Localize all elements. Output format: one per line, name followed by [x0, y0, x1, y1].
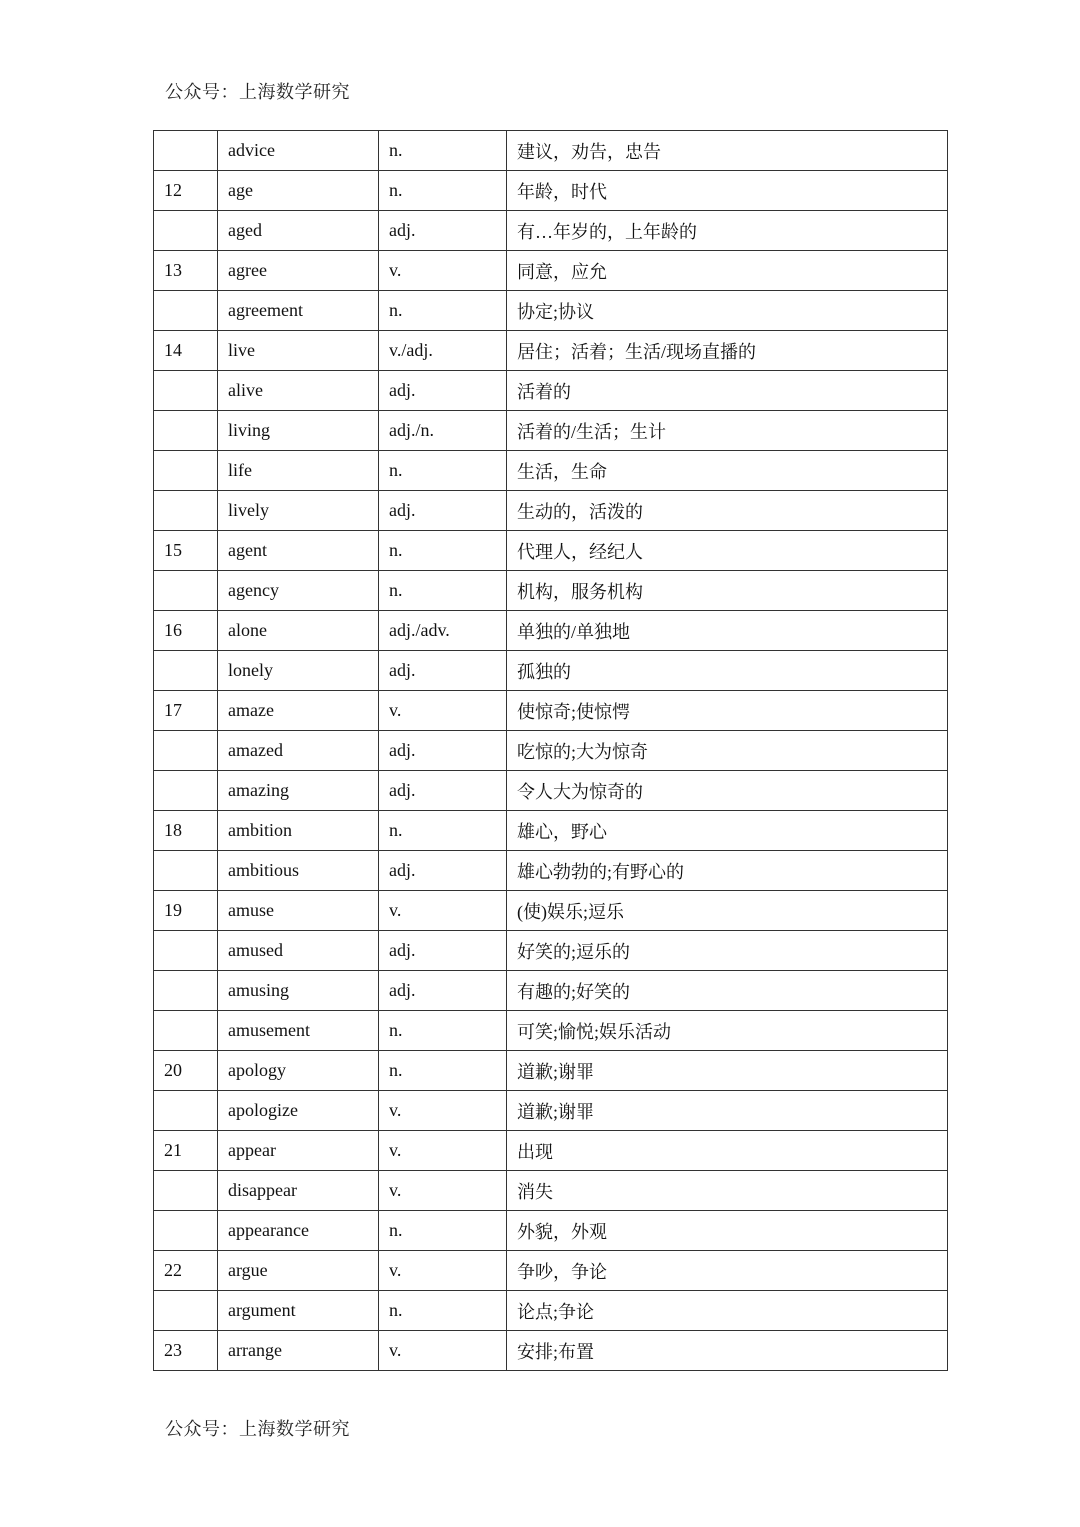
table-row: [154, 211, 948, 251]
entry-word: advice: [218, 131, 379, 171]
entry-number: 15: [154, 531, 218, 571]
entry-meaning: (使)娱乐;逗乐: [507, 891, 948, 931]
entry-meaning: 活着的: [507, 371, 948, 411]
entry-meaning: 道歉;谢罪: [507, 1091, 948, 1131]
entry-number: [154, 931, 218, 971]
entry-number: [154, 491, 218, 531]
table-row: [154, 611, 948, 651]
entry-meaning: 消失: [507, 1171, 948, 1211]
entry-part-of-speech: adj.: [379, 851, 507, 891]
entry-meaning: 孤独的: [507, 651, 948, 691]
entry-word: agent: [218, 531, 379, 571]
entry-number: [154, 211, 218, 251]
table-row: [154, 251, 948, 291]
table-row: [154, 171, 948, 211]
entry-part-of-speech: n.: [379, 1211, 507, 1251]
entry-part-of-speech: n.: [379, 1011, 507, 1051]
entry-word: amuse: [218, 891, 379, 931]
entry-word: amusement: [218, 1011, 379, 1051]
entry-word: disappear: [218, 1171, 379, 1211]
entry-part-of-speech: v.: [379, 1251, 507, 1291]
entry-word: appear: [218, 1131, 379, 1171]
entry-word: live: [218, 331, 379, 371]
entry-part-of-speech: adj.: [379, 211, 507, 251]
entry-number: 21: [154, 1131, 218, 1171]
entry-word: lively: [218, 491, 379, 531]
table-row: [154, 1091, 948, 1131]
table-row: [154, 411, 948, 451]
table-row: [154, 971, 948, 1011]
entry-number: 17: [154, 691, 218, 731]
entry-word: amused: [218, 931, 379, 971]
entry-word: ambition: [218, 811, 379, 851]
entry-part-of-speech: v./adj.: [379, 331, 507, 371]
table-row: [154, 371, 948, 411]
entry-number: 13: [154, 251, 218, 291]
entry-word: arrange: [218, 1331, 379, 1371]
entry-word: argument: [218, 1291, 379, 1331]
table-row: [154, 451, 948, 491]
entry-number: 12: [154, 171, 218, 211]
entry-part-of-speech: n.: [379, 1051, 507, 1091]
table-row: [154, 1211, 948, 1251]
vocabulary-table: [153, 130, 948, 1371]
entry-meaning: 代理人，经纪人: [507, 531, 948, 571]
table-row: [154, 851, 948, 891]
entry-number: 19: [154, 891, 218, 931]
entry-word: age: [218, 171, 379, 211]
entry-word: agreement: [218, 291, 379, 331]
entry-word: amazing: [218, 771, 379, 811]
table-row: [154, 1331, 948, 1371]
entry-part-of-speech: n.: [379, 131, 507, 171]
entry-number: 23: [154, 1331, 218, 1371]
entry-word: argue: [218, 1251, 379, 1291]
table-row: [154, 1171, 948, 1211]
entry-number: [154, 411, 218, 451]
table-row: [154, 531, 948, 571]
entry-part-of-speech: adj.: [379, 371, 507, 411]
table-row: [154, 491, 948, 531]
entry-meaning: 可笑;愉悦;娱乐活动: [507, 1011, 948, 1051]
entry-meaning: 好笑的;逗乐的: [507, 931, 948, 971]
entry-number: [154, 1091, 218, 1131]
entry-part-of-speech: n.: [379, 1291, 507, 1331]
entry-meaning: 建议，劝告，忠告: [507, 131, 948, 171]
vocabulary-table-body: [154, 131, 948, 1371]
entry-number: 20: [154, 1051, 218, 1091]
entry-part-of-speech: v.: [379, 1331, 507, 1371]
entry-part-of-speech: adj.: [379, 771, 507, 811]
entry-meaning: 单独的/单独地: [507, 611, 948, 651]
entry-meaning: 有…年岁的，上年龄的: [507, 211, 948, 251]
entry-part-of-speech: n.: [379, 531, 507, 571]
entry-part-of-speech: v.: [379, 1171, 507, 1211]
entry-word: apologize: [218, 1091, 379, 1131]
table-row: [154, 571, 948, 611]
entry-number: [154, 1291, 218, 1331]
entry-meaning: 出现: [507, 1131, 948, 1171]
table-row: [154, 331, 948, 371]
entry-word: agency: [218, 571, 379, 611]
entry-meaning: 机构，服务机构: [507, 571, 948, 611]
entry-part-of-speech: adj./adv.: [379, 611, 507, 651]
entry-part-of-speech: v.: [379, 691, 507, 731]
entry-number: [154, 731, 218, 771]
entry-word: lonely: [218, 651, 379, 691]
entry-part-of-speech: n.: [379, 811, 507, 851]
table-row: [154, 1251, 948, 1291]
entry-number: [154, 771, 218, 811]
entry-meaning: 生动的，活泼的: [507, 491, 948, 531]
page-footer: 公众号：上海数学研究: [165, 1419, 350, 1439]
entry-number: [154, 971, 218, 1011]
table-row: [154, 731, 948, 771]
entry-number: [154, 1011, 218, 1051]
entry-word: amaze: [218, 691, 379, 731]
entry-number: [154, 851, 218, 891]
entry-word: alive: [218, 371, 379, 411]
entry-word: aged: [218, 211, 379, 251]
entry-part-of-speech: n.: [379, 291, 507, 331]
entry-meaning: 论点;争论: [507, 1291, 948, 1331]
table-row: [154, 891, 948, 931]
table-row: [154, 131, 948, 171]
entry-number: [154, 291, 218, 331]
entry-part-of-speech: adj./n.: [379, 411, 507, 451]
entry-meaning: 雄心勃勃的;有野心的: [507, 851, 948, 891]
entry-meaning: 生活，生命: [507, 451, 948, 491]
entry-number: [154, 371, 218, 411]
entry-part-of-speech: adj.: [379, 731, 507, 771]
entry-number: 22: [154, 1251, 218, 1291]
entry-meaning: 争吵，争论: [507, 1251, 948, 1291]
entry-part-of-speech: n.: [379, 451, 507, 491]
entry-word: living: [218, 411, 379, 451]
entry-meaning: 令人大为惊奇的: [507, 771, 948, 811]
entry-meaning: 外貌，外观: [507, 1211, 948, 1251]
entry-word: appearance: [218, 1211, 379, 1251]
entry-part-of-speech: adj.: [379, 971, 507, 1011]
entry-number: 16: [154, 611, 218, 651]
entry-meaning: 使惊奇;使惊愕: [507, 691, 948, 731]
entry-number: [154, 651, 218, 691]
entry-meaning: 同意，应允: [507, 251, 948, 291]
entry-word: amusing: [218, 971, 379, 1011]
entry-meaning: 活着的/生活；生计: [507, 411, 948, 451]
entry-word: apology: [218, 1051, 379, 1091]
entry-word: agree: [218, 251, 379, 291]
entry-part-of-speech: adj.: [379, 931, 507, 971]
entry-meaning: 雄心，野心: [507, 811, 948, 851]
entry-number: 18: [154, 811, 218, 851]
entry-word: alone: [218, 611, 379, 651]
table-row: [154, 691, 948, 731]
entry-meaning: 道歉;谢罪: [507, 1051, 948, 1091]
table-row: [154, 1051, 948, 1091]
entry-number: 14: [154, 331, 218, 371]
entry-part-of-speech: v.: [379, 891, 507, 931]
entry-part-of-speech: adj.: [379, 651, 507, 691]
entry-part-of-speech: v.: [379, 251, 507, 291]
entry-number: [154, 1171, 218, 1211]
entry-number: [154, 1211, 218, 1251]
entry-part-of-speech: adj.: [379, 491, 507, 531]
entry-meaning: 安排;布置: [507, 1331, 948, 1371]
page-header: 公众号：上海数学研究: [165, 82, 350, 102]
entry-meaning: 协定;协议: [507, 291, 948, 331]
table-row: [154, 651, 948, 691]
table-row: [154, 291, 948, 331]
entry-meaning: 居住；活着；生活/现场直播的: [507, 331, 948, 371]
entry-part-of-speech: v.: [379, 1091, 507, 1131]
entry-part-of-speech: n.: [379, 571, 507, 611]
entry-number: [154, 131, 218, 171]
table-row: [154, 931, 948, 971]
table-row: [154, 811, 948, 851]
entry-meaning: 吃惊的;大为惊奇: [507, 731, 948, 771]
entry-part-of-speech: v.: [379, 1131, 507, 1171]
entry-meaning: 有趣的;好笑的: [507, 971, 948, 1011]
table-row: [154, 1011, 948, 1051]
table-row: [154, 1291, 948, 1331]
entry-word: ambitious: [218, 851, 379, 891]
entry-word: life: [218, 451, 379, 491]
entry-word: amazed: [218, 731, 379, 771]
entry-number: [154, 451, 218, 491]
entry-number: [154, 571, 218, 611]
entry-part-of-speech: n.: [379, 171, 507, 211]
entry-meaning: 年龄，时代: [507, 171, 948, 211]
table-row: [154, 771, 948, 811]
table-row: [154, 1131, 948, 1171]
